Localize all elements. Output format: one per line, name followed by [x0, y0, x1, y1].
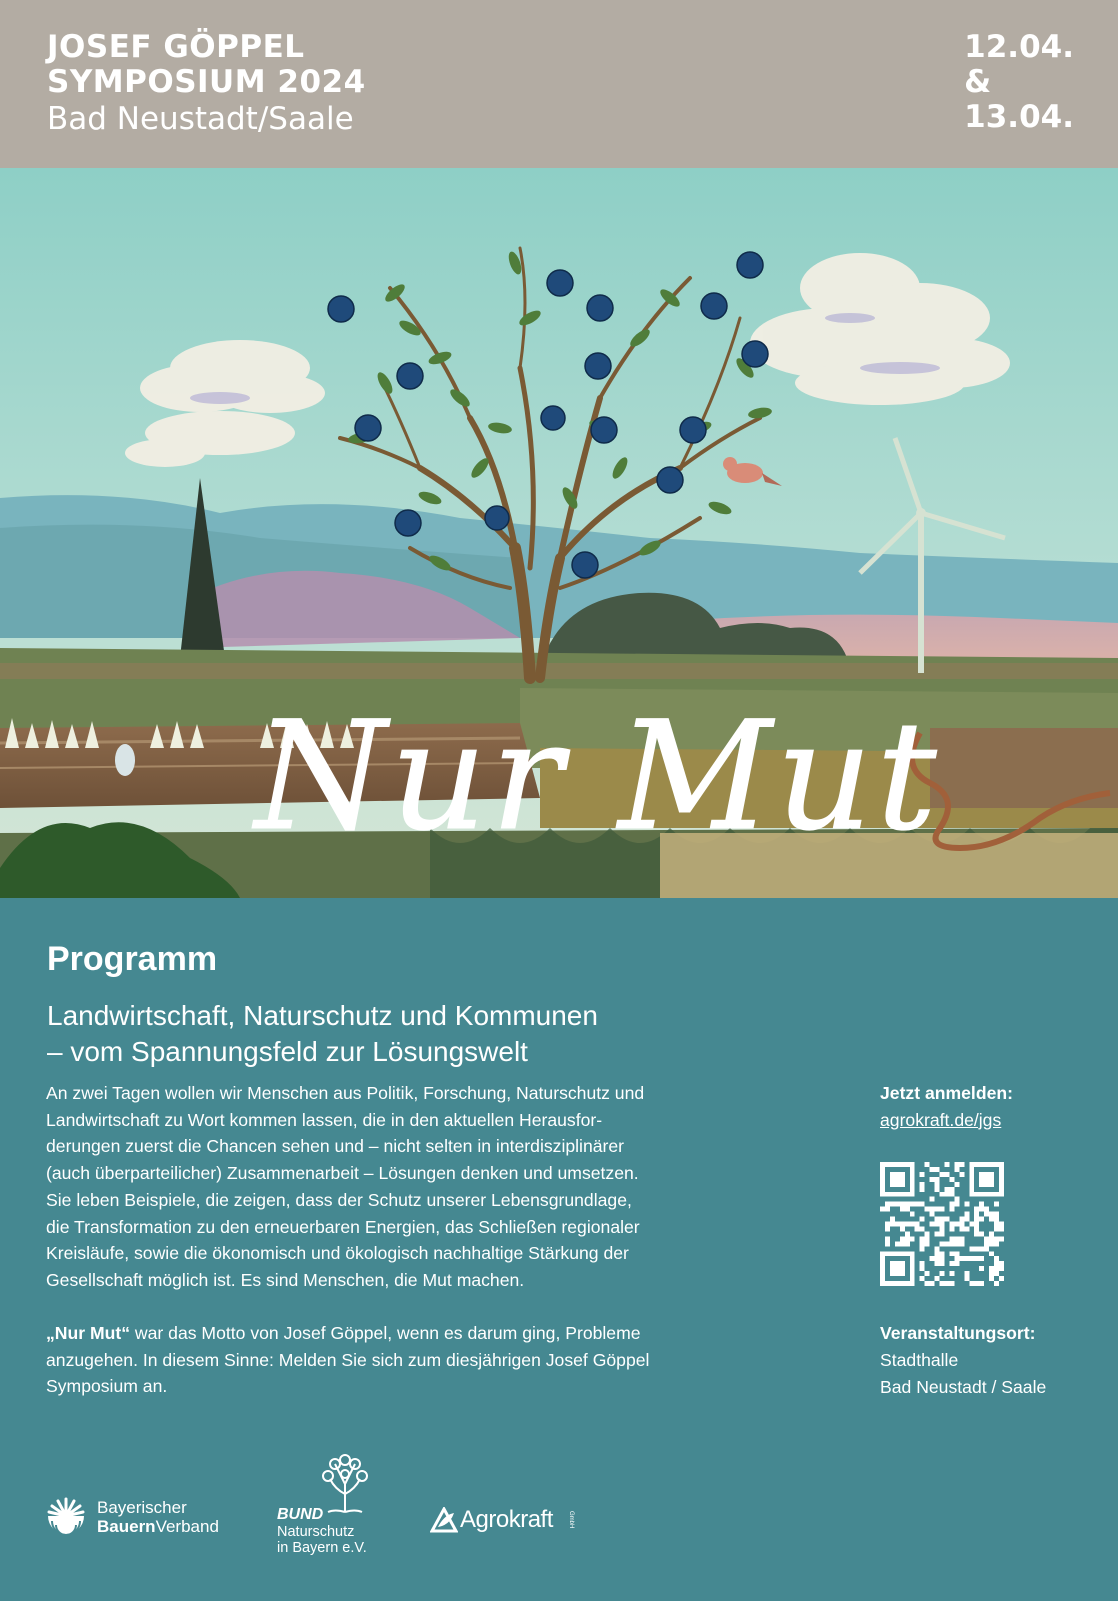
- venue-city: Bad Neustadt / Saale: [880, 1377, 1047, 1397]
- hero-illustration: [0, 168, 1118, 898]
- register-link[interactable]: agrokraft.de/jgs: [880, 1110, 1002, 1130]
- header-band: [0, 0, 1118, 168]
- motto-paragraph: [46, 1320, 806, 1400]
- hero-script-title: Nur Mut: [255, 690, 941, 864]
- bbv-line2: [97, 1517, 219, 1536]
- venue-name: Stadthalle: [880, 1350, 959, 1370]
- event-title-line2: SYMPOSIUM 2024: [47, 64, 366, 100]
- qr-code[interactable]: [880, 1162, 1004, 1286]
- agrokraft-leaf-icon: [430, 1507, 458, 1533]
- program-subtitle-line2: – vom Spannungsfeld zur Lösungswelt: [47, 1036, 528, 1067]
- bbv-emblem-icon: [46, 1496, 86, 1536]
- program-subtitle: [47, 998, 807, 1070]
- intro-line: An zwei Tagen wollen wir Menschen aus Politik, Forschung, Naturschutz und: [46, 1083, 645, 1103]
- bund-tree-icon: [320, 1454, 370, 1514]
- bund-line3: in Bayern e.V.: [277, 1540, 367, 1556]
- event-title-line1: JOSEF GÖPPEL: [47, 29, 305, 65]
- event-dates: [964, 30, 1074, 135]
- intro-line: Kreisläufe, sowie die ökonomisch und ökologisch nachhaltige Stärkung der: [46, 1243, 629, 1264]
- date-start: 12.04.: [964, 29, 1074, 65]
- bbv-logo: [46, 1496, 236, 1540]
- intro-line: derungen zuerst die Chancen sehen und – nicht selten in interdisziplinärer: [46, 1136, 625, 1157]
- bbv-line1: Bayerischer: [97, 1498, 187, 1517]
- program-section: [0, 898, 1118, 1601]
- date-end: 13.04.: [964, 99, 1074, 135]
- bund-line2: Naturschutz: [277, 1524, 355, 1540]
- intro-line: die Transformation zu den erneuerbaren Energien, das Schließen regionaler: [46, 1216, 640, 1237]
- date-and: &: [964, 64, 992, 100]
- bund-name: BUND: [277, 1506, 324, 1523]
- intro-paragraph: [46, 1080, 806, 1294]
- agrokraft-suffix: GmbH: [568, 1511, 574, 1529]
- event-location: Bad Neustadt/Saale: [47, 101, 354, 137]
- event-title: [47, 30, 366, 100]
- motto-line: Symposium an.: [46, 1376, 168, 1397]
- motto-line: anzugehen. In diesem Sinne: Melden Sie sich zum diesjährigen Josef Göppel: [46, 1349, 650, 1370]
- bbv-bold: Bauern: [97, 1517, 156, 1536]
- register-label: Jetzt anmelden:: [880, 1083, 1013, 1103]
- intro-line: (auch überparteilicher) Zusammenarbeit – Lösungen denken und umsetzen.: [46, 1163, 639, 1184]
- agrokraft-name: Agrokraft: [460, 1506, 553, 1533]
- agrokraft-logo: [430, 1505, 580, 1537]
- bund-logo: [275, 1454, 385, 1556]
- program-heading: Programm: [47, 940, 218, 978]
- intro-line: Sie leben Beispiele, die zeigen, dass der Schutz unserer Lebensgrundlage,: [46, 1189, 632, 1210]
- landscape-illustration: [0, 168, 1118, 898]
- motto-bold: „Nur Mut“: [46, 1323, 131, 1343]
- venue-label: Veranstaltungsort:: [880, 1323, 1036, 1343]
- intro-line: Gesellschaft möglich ist. Es sind Menschen, die Mut machen.: [46, 1269, 525, 1290]
- motto-line: [46, 1320, 806, 1347]
- program-subtitle-line1: Landwirtschaft, Naturschutz und Kommunen: [47, 1000, 598, 1031]
- intro-line: Landwirtschaft zu Wort kommen lassen, die in den aktuellen Herausfor-: [46, 1109, 603, 1130]
- motto-line1-rest: war das Motto von Josef Göppel, wenn es darum ging, Probleme: [130, 1323, 641, 1343]
- bbv-rest: Verband: [155, 1517, 219, 1536]
